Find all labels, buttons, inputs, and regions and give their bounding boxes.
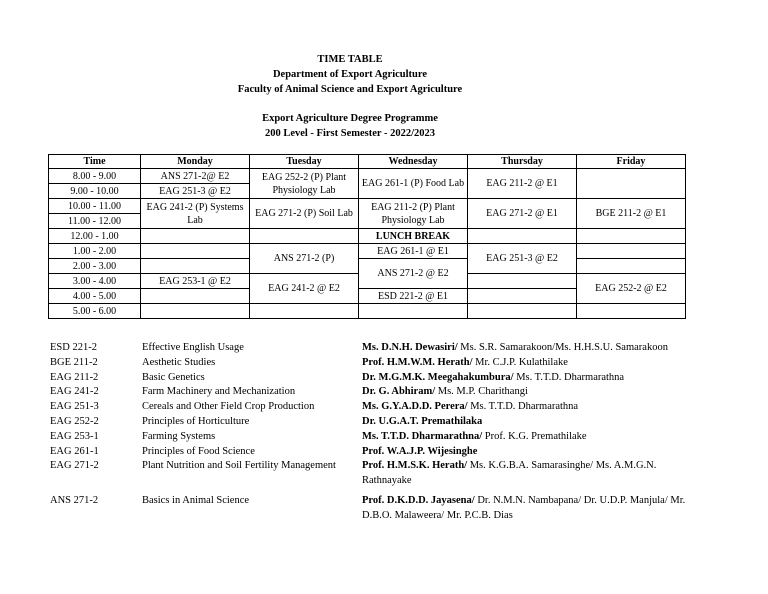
wed-cell: EAG 211-2 (P) Plant Physiology Lab	[359, 199, 468, 229]
header-tuesday: Tuesday	[250, 155, 359, 169]
lead-lecturer: Ms. D.N.H. Dewasiri/	[362, 342, 458, 353]
time-cell: 8.00 - 9.00	[49, 169, 141, 184]
lunch-break-cell: LUNCH BREAK	[359, 229, 468, 244]
header-friday: Friday	[577, 155, 686, 169]
fri-cell	[577, 229, 686, 244]
header-thursday: Thursday	[468, 155, 577, 169]
lead-lecturer: Prof. H.M.S.K. Herath/	[362, 460, 468, 472]
lecturers	[362, 400, 702, 415]
department: Department of Export Agriculture	[272, 69, 428, 80]
programme: Export Agriculture Degree Programme	[262, 113, 438, 124]
tue-cell: EAG 241-2 @ E2	[250, 274, 359, 304]
list-item	[50, 356, 710, 371]
fri-cell: EAG 252-2 @ E2	[577, 274, 686, 304]
other-lecturers: Prof. K.G. Premathilake	[482, 430, 587, 442]
mon-cell: ANS 271-2@ E2	[141, 169, 250, 184]
other-lecturers: Mr. C.J.P. Kulathilake	[472, 356, 568, 368]
course-code: EAG 251-3	[50, 401, 99, 413]
list-item	[50, 341, 710, 356]
tue-cell: EAG 252-2 (P) Plant Physiology Lab	[250, 169, 359, 199]
list-item	[50, 400, 710, 415]
tue-cell	[250, 229, 359, 244]
tue-cell	[250, 304, 359, 319]
fri-cell	[577, 259, 686, 274]
course-code: EAG 211-2	[50, 371, 99, 383]
time-cell: 12.00 - 1.00	[49, 229, 141, 244]
course-name: Basics in Animal Science	[142, 494, 250, 506]
lecturers	[362, 341, 702, 356]
lead-lecturer: Dr. U.G.A.T. Premathilaka	[362, 415, 483, 427]
course-code: EAG 253-1	[50, 430, 99, 442]
thu-cell	[468, 229, 577, 244]
course-code: EAG 241-2	[50, 386, 99, 398]
course-code: BGE 211-2	[50, 356, 98, 368]
document-header	[0, 52, 700, 141]
wed-cell: ESD 221-2 @ E1	[359, 289, 468, 304]
lecturers	[362, 459, 702, 489]
lead-lecturer: Prof. D.K.D.D. Jayasena/	[362, 494, 475, 506]
thu-cell: EAG 271-2 @ E1	[468, 199, 577, 229]
time-cell: 5.00 - 6.00	[49, 304, 141, 319]
table-row	[49, 169, 686, 184]
timetable	[48, 154, 686, 319]
thu-cell	[468, 274, 577, 289]
mon-cell	[141, 229, 250, 244]
thu-cell: EAG 251-3 @ E2	[468, 244, 577, 274]
fri-cell	[577, 169, 686, 199]
lecturers	[362, 430, 702, 445]
mon-cell	[141, 304, 250, 319]
semester: 200 Level - First Semester - 2022/2023	[264, 128, 436, 139]
wed-cell: EAG 261-1 @ E1	[359, 244, 468, 259]
table-row	[49, 259, 686, 274]
lead-lecturer: Ms. T.T.D. Dharmarathna/	[362, 430, 483, 442]
course-name: Effective English Usage	[142, 342, 244, 353]
thu-cell	[468, 289, 577, 304]
course-name: Plant Nutrition and Soil Fertility Management	[142, 460, 336, 472]
course-name: Farm Machinery and Mechanization	[142, 386, 296, 398]
list-item	[50, 459, 710, 489]
course-name: Basic Genetics	[142, 371, 205, 383]
wed-cell	[359, 304, 468, 319]
time-cell: 4.00 - 5.00	[49, 289, 141, 304]
fri-cell: BGE 211-2 @ E1	[577, 199, 686, 229]
course-code: EAG 271-2	[50, 460, 99, 472]
other-lecturers: Dr. N.M.N. Nambapana/ Dr. U.D.P. Manjula/ Mr. D.B.O. Malaweera/ Mr. P.C.B. Dias	[362, 494, 686, 521]
lecturers	[362, 445, 702, 460]
list-item	[50, 445, 710, 460]
tue-cell: ANS 271-2 (P)	[250, 244, 359, 274]
header-wednesday: Wednesday	[359, 155, 468, 169]
course-code: EAG 252-2	[50, 415, 99, 427]
course-name: Cereals and Other Field Crop Production	[142, 401, 315, 413]
wed-cell: EAG 261-1 (P) Food Lab	[359, 169, 468, 199]
list-item	[50, 430, 710, 445]
other-lecturers: Ms. T.T.D. Dharmarathna	[513, 371, 625, 383]
list-item	[50, 494, 710, 524]
lead-lecturer: Dr. G. Abhiram/	[362, 386, 436, 398]
lead-lecturer: Prof. W.A.J.P. Wijesinghe	[362, 445, 478, 457]
list-item	[50, 371, 710, 386]
lecturers	[362, 371, 702, 386]
other-lecturers: Ms. M.P. Charithangi	[435, 386, 528, 398]
time-cell: 1.00 - 2.00	[49, 244, 141, 259]
fri-cell	[577, 304, 686, 319]
lead-lecturer: Ms. G.Y.A.D.D. Perera/	[362, 401, 468, 413]
table-row	[49, 199, 686, 214]
mon-cell	[141, 244, 250, 259]
title: TIME TABLE	[317, 54, 383, 65]
time-cell: 3.00 - 4.00	[49, 274, 141, 289]
table-row	[49, 244, 686, 259]
time-cell: 11.00 - 12.00	[49, 214, 141, 229]
course-name: Farming Systems	[142, 430, 216, 442]
mon-cell	[141, 259, 250, 274]
other-lecturers: Ms. S.R. Samarakoon/Ms. H.H.S.U. Samarakoon	[457, 342, 668, 353]
tue-cell: EAG 271-2 (P) Soil Lab	[250, 199, 359, 229]
course-name: Aesthetic Studies	[142, 356, 216, 368]
table-row	[49, 229, 686, 244]
lecturers	[362, 415, 702, 430]
lecturers	[362, 385, 702, 400]
thu-cell	[468, 304, 577, 319]
lead-lecturer: Dr. M.G.M.K. Meegahakumbura/	[362, 371, 514, 383]
course-name: Principles of Food Science	[142, 445, 255, 457]
list-item	[50, 385, 710, 400]
course-code: EAG 261-1	[50, 445, 99, 457]
other-lecturers: Ms. K.G.B.A. Samarasinghe/ Ms. A.M.G.N. Rathnayake	[362, 460, 657, 487]
mon-cell: EAG 241-2 (P) Systems Lab	[141, 199, 250, 229]
course-name: Principles of Horticulture	[142, 415, 250, 427]
mon-cell: EAG 253-1 @ E2	[141, 274, 250, 289]
course-code: ANS 271-2	[50, 494, 99, 506]
mon-cell	[141, 289, 250, 304]
header-time: Time	[49, 155, 141, 169]
time-cell: 9.00 - 10.00	[49, 184, 141, 199]
table-header-row	[49, 155, 686, 169]
list-item	[50, 415, 710, 430]
wed-cell: ANS 271-2 @ E2	[359, 259, 468, 289]
fri-cell	[577, 244, 686, 259]
time-cell: 10.00 - 11.00	[49, 199, 141, 214]
other-lecturers: Ms. T.T.D. Dharmarathna	[467, 401, 579, 413]
time-cell: 2.00 - 3.00	[49, 259, 141, 274]
table-row	[49, 304, 686, 319]
faculty: Faculty of Animal Science and Export Agriculture	[237, 84, 463, 95]
lecturers	[362, 494, 702, 524]
lecturers	[362, 356, 702, 371]
thu-cell: EAG 211-2 @ E1	[468, 169, 577, 199]
course-list	[50, 341, 710, 524]
header-monday: Monday	[141, 155, 250, 169]
course-code: ESD 221-2	[50, 342, 97, 353]
lead-lecturer: Prof. H.M.W.M. Herath/	[362, 356, 473, 368]
mon-cell: EAG 251-3 @ E2	[141, 184, 250, 199]
